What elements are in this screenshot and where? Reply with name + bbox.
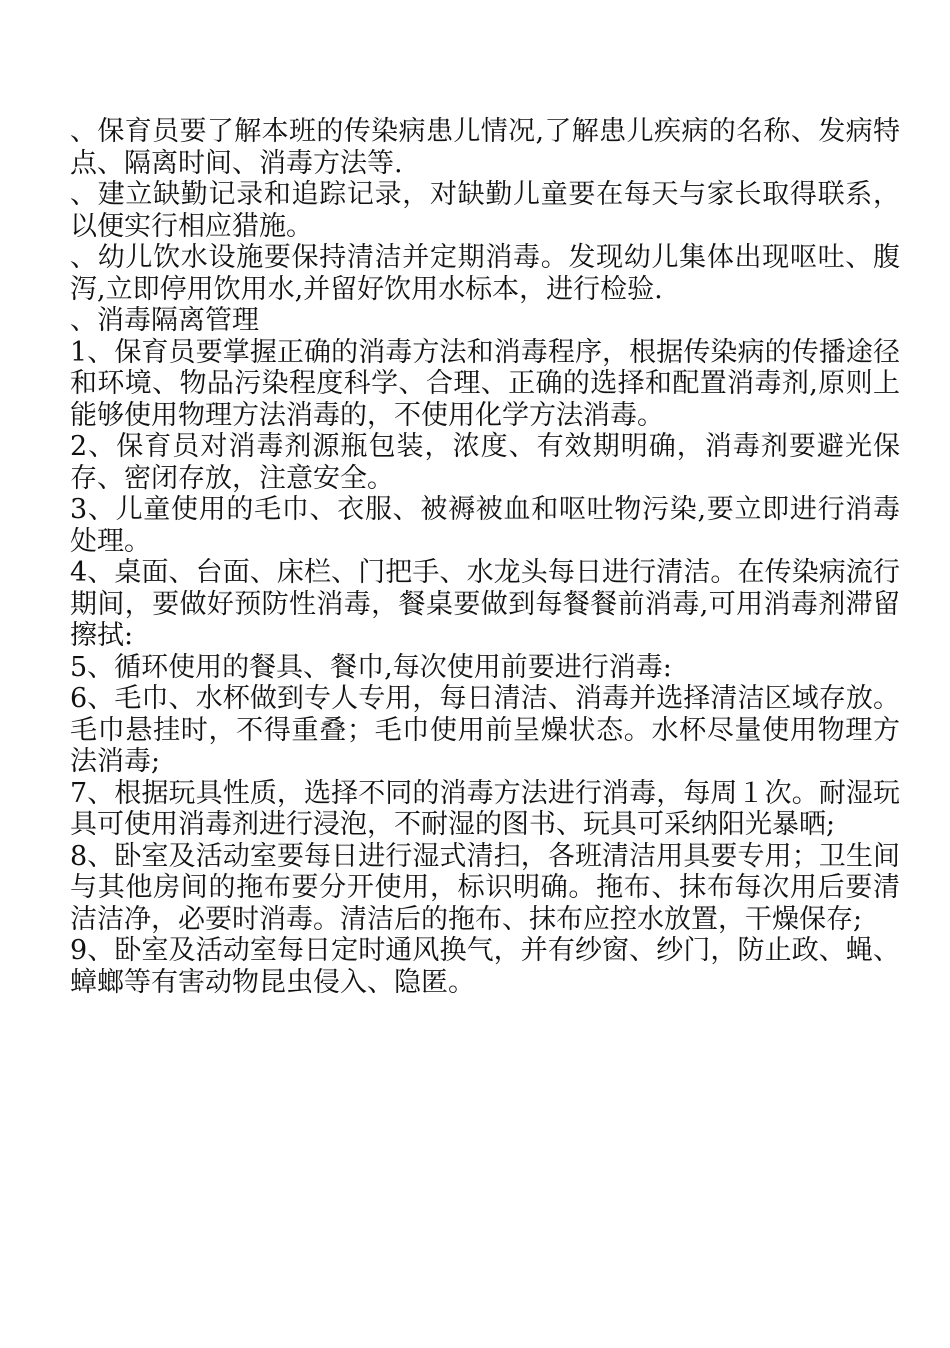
paragraph-2: 、建立缺勤记录和追踪记录，对缺勤儿童要在每天与家长取得联系，以便实行相应猎施。 (70, 179, 900, 242)
paragraph-1: 、保育员要了解本班的传染病患儿情况,了解患儿疾病的名称、发病特点、隔离时间、消毒方法等. (70, 116, 900, 179)
paragraph-item-3: 3、儿童使用的毛巾、衣服、被褥被血和呕吐物污染,要立即进行消毒处理。 (70, 494, 900, 557)
paragraph-item-6: 6、毛巾、水杯做到专人专用，每日清洁、消毒并选择清洁区域存放。毛巾悬挂时，不得重叠；毛巾使用前呈燥状态。水杯尽量使用物理方法消毒; (70, 683, 900, 777)
document-body (70, 116, 900, 998)
paragraph-item-1: 1、保育员要掌握正确的消毒方法和消毒程序，根据传染病的传播途径和环境、物品污染程度科学、合理、正确的选择和配置消毒剂,原则上能够使用物理方法消毒的，不使用化学方法消毒。 (70, 336, 900, 431)
paragraph-3: 、幼儿饮水设施要保持清洁并定期消毒。发现幼儿集体出现呕吐、腹泻,立即停用饮用水,并留好饮用水标本，进行检验. (70, 242, 900, 305)
paragraph-item-7: 7、根据玩具性质，选择不同的消毒方法进行消毒，每周１次。耐湿玩具可使用消毒剂进行浸泡，不耐湿的图书、玩具可采纳阳光暴晒; (70, 777, 900, 840)
paragraph-item-4: 4、桌面、台面、床栏、门把手、水龙头每日进行清洁。在传染病流行期间，要做好预防性消毒，餐桌要做到每餐餐前消毒,可用消毒剂滞留擦拭: (70, 557, 900, 651)
paragraph-item-9: 9、卧室及活动室每日定时通风换气，并有纱窗、纱门，防止政、蝇、蟑螂等有害动物昆虫侵入、隐匿。 (70, 935, 900, 998)
section-heading-disinfection: 、消毒隔离管理 (70, 305, 259, 336)
paragraph-item-2: 2、保育员对消毒剂源瓶包装，浓度、有效期明确，消毒剂要避光保存、密闭存放，注意安全。 (70, 431, 900, 494)
paragraph-item-5: 5、循环使用的餐具、餐巾,每次使用前要进行消毒: (70, 651, 672, 683)
paragraph-item-8: 8、卧室及活动室要每日进行湿式清扫，各班清洁用具要专用；卫生间与其他房间的拖布要分开使用，标识明确。拖布、抹布每次用后要清洁洁净，必要时消毒。清洁后的拖布、抹布应控水放置，干燥保存; (70, 840, 900, 935)
